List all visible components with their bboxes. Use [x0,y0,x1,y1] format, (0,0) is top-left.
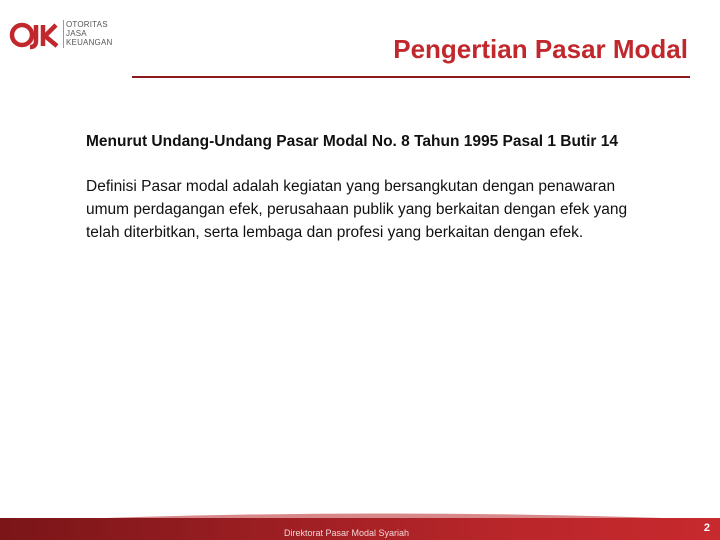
logo-line: JASA [66,29,87,38]
logo-line: OTORITAS [66,20,108,29]
logo-divider [63,20,64,48]
definition-paragraph: Definisi Pasar modal adalah kegiatan yang bersangkutan dengan penawaran umum perdagangan efek, perusahaan publik yang berkaitan dengan efek yang telah diterbitkan, serta lembaga dan profesi yang berkaitan dengan efek. [86,178,628,241]
content-block [86,130,646,244]
ojk-logo [8,14,128,54]
ojk-logo-icon [8,14,64,54]
logo-text [66,20,113,47]
footer-text: Direktorat Pasar Modal Syariah [284,528,410,538]
page-number: 2 [703,522,710,534]
logo-line: KEUANGAN [66,38,113,47]
legal-reference: Menurut Undang-Undang Pasar Modal No. 8 Tahun 1995 Pasal 1 Butir 14 [86,133,618,150]
title-underline [132,76,690,78]
page-title: Pengertian Pasar Modal [393,34,688,64]
